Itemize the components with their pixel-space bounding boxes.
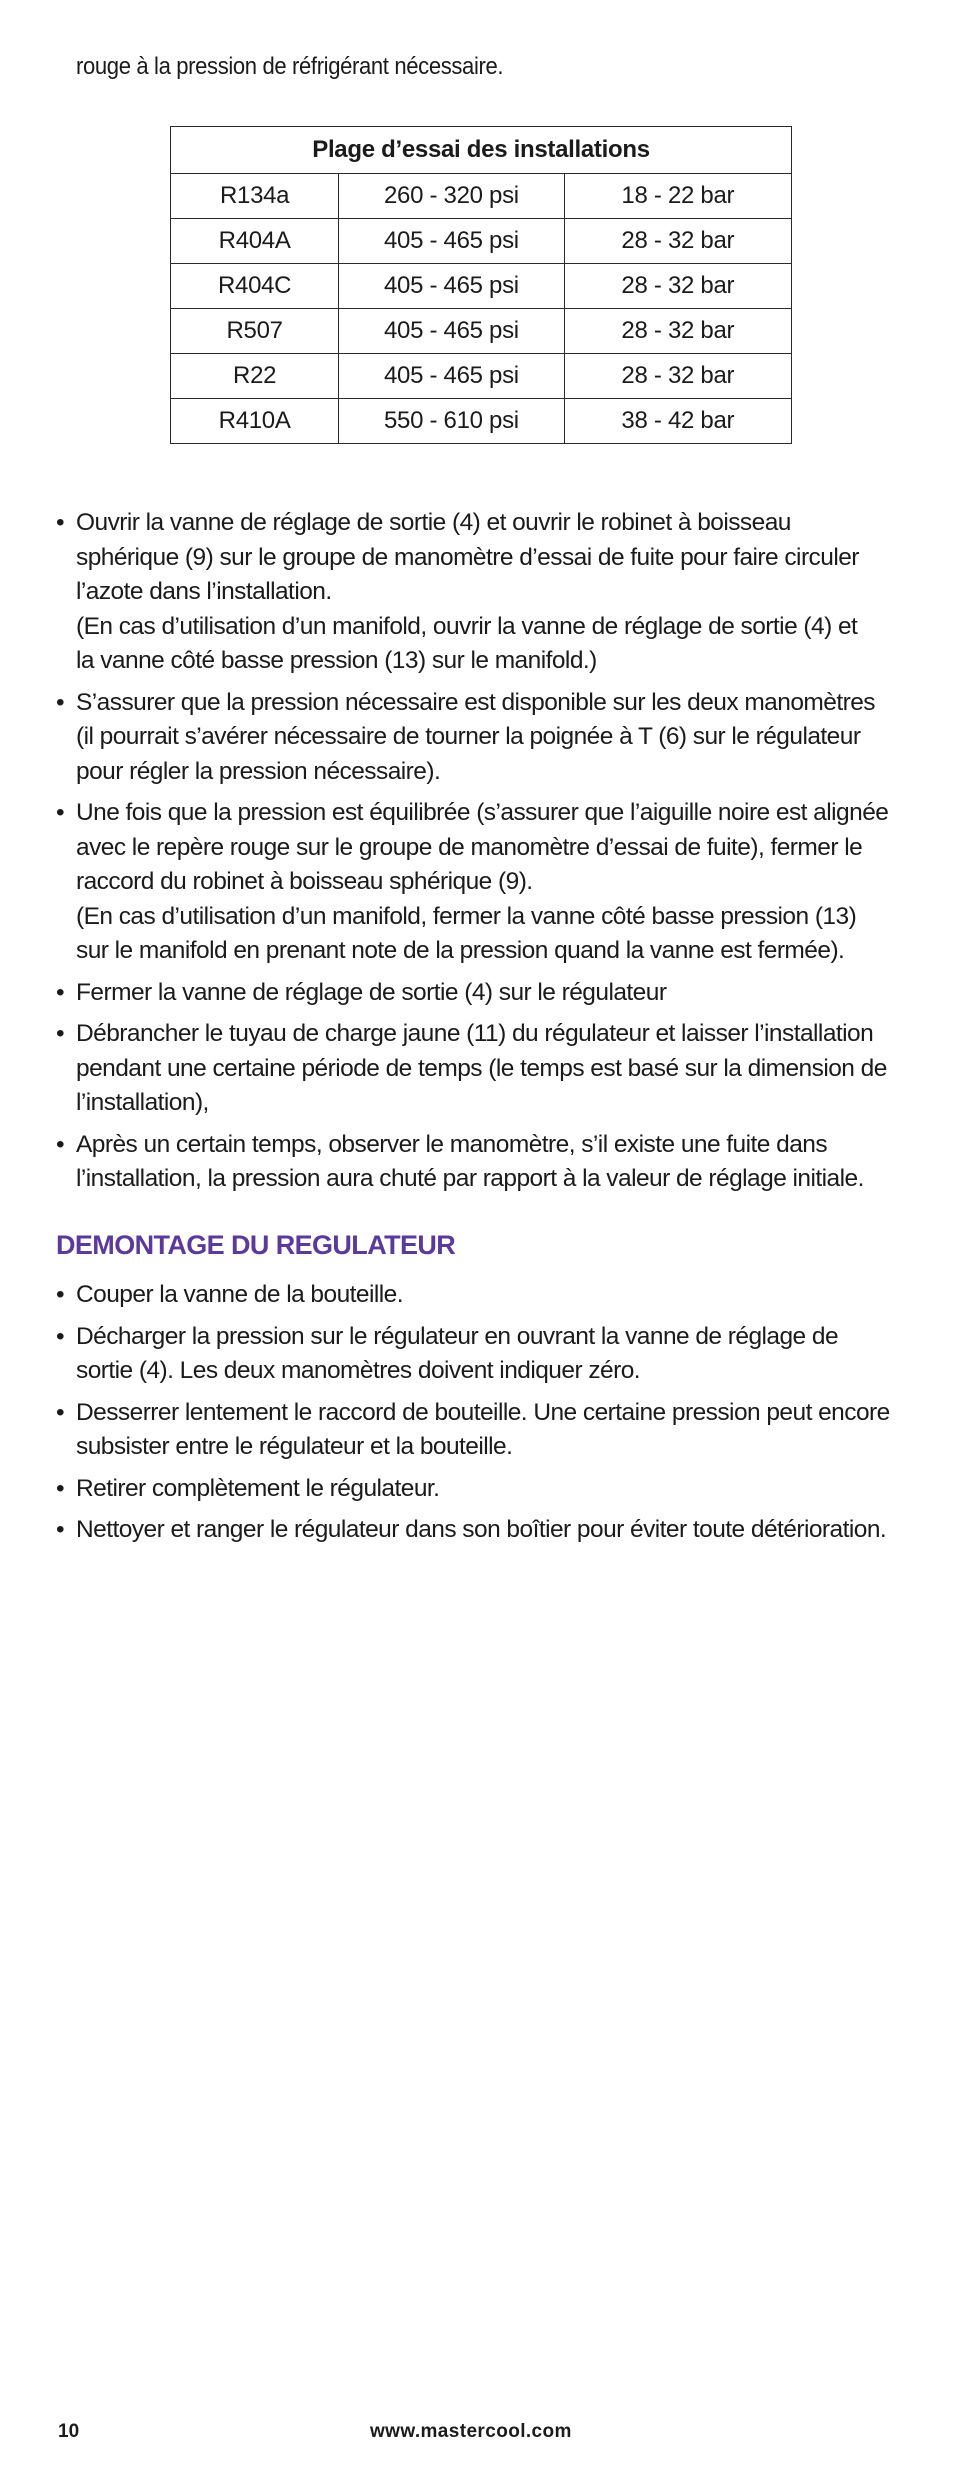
list-item-line: sphérique (9) sur le groupe de manomètre d’essai de fuite pour faire circuler	[76, 543, 859, 571]
list-item	[54, 976, 934, 1011]
refrigerant-cell: R507	[171, 309, 339, 354]
bar-range-cell: 28 - 32 bar	[564, 264, 791, 309]
table-row	[171, 219, 792, 264]
list-item	[54, 686, 934, 790]
refrigerant-cell: R134a	[171, 174, 339, 219]
bullet-icon: •	[56, 1322, 65, 1350]
list-item-line: Ouvrir la vanne de réglage de sortie (4) et ouvrir le robinet à boisseau	[76, 509, 791, 536]
bar-range-cell: 28 - 32 bar	[564, 219, 791, 264]
bullet-icon: •	[56, 1398, 65, 1426]
list-item-line: raccord du robinet à boisseau sphérique (9).	[76, 868, 533, 895]
list-item	[54, 1472, 934, 1507]
psi-range-cell: 260 - 320 psi	[339, 174, 564, 219]
website-url: www.mastercool.com	[370, 2421, 572, 2442]
bar-range-cell: 38 - 42 bar	[564, 399, 791, 444]
bullet-icon: •	[56, 1020, 65, 1047]
list-item-line: l’installation),	[76, 1089, 209, 1116]
psi-range-cell: 405 - 465 psi	[339, 264, 564, 309]
list-item-line: Nettoyer et ranger le régulateur dans son boîtier pour éviter toute détérioration.	[76, 1516, 887, 1543]
table-row	[171, 309, 792, 354]
table-row	[171, 399, 792, 444]
list-item-line: la vanne côté basse pression (13) sur le manifold.)	[76, 647, 597, 674]
bullet-icon: •	[56, 1130, 65, 1158]
list-item-line: S’assurer que la pression nécessaire est disponible sur les deux manomètres	[76, 688, 875, 716]
refrigerant-cell: R404C	[171, 264, 339, 309]
refrigerant-cell: R410A	[171, 399, 339, 444]
refrigerant-cell: R22	[171, 354, 339, 399]
psi-range-cell: 405 - 465 psi	[339, 354, 564, 399]
list-item-line: Fermer la vanne de réglage de sortie (4) sur le régulateur	[76, 978, 667, 1006]
list-item-line: pour régler la pression nécessaire).	[76, 757, 441, 785]
list-item	[54, 1017, 934, 1121]
table-title: Plage d’essai des installations	[171, 127, 792, 174]
psi-range-cell: 550 - 610 psi	[339, 399, 564, 444]
list-item-line: (il pourrait s’avérer nécessaire de tourner la poignée à T (6) sur le régulateur	[76, 723, 861, 750]
page-number: 10	[58, 2421, 80, 2442]
bullet-icon: •	[56, 1474, 65, 1502]
table-row	[171, 264, 792, 309]
list-item	[54, 1320, 934, 1389]
installation-test-range-table	[170, 126, 792, 444]
list-item	[54, 1513, 934, 1548]
bullet-icon: •	[56, 509, 65, 536]
intro-text: rouge à la pression de réfrigérant nécessaire.	[76, 53, 504, 80]
list-item-line: Après un certain temps, observer le manomètre, s’il existe une fuite dans	[76, 1130, 828, 1158]
bullet-icon: •	[56, 1516, 65, 1543]
bar-range-cell: 28 - 32 bar	[564, 309, 791, 354]
list-item	[54, 506, 934, 679]
list-item-line: pendant une certaine période de temps (le temps est basé sur la dimension de	[76, 1054, 887, 1082]
leak-test-steps	[54, 506, 934, 1204]
list-item-line: Décharger la pression sur le régulateur en ouvrant la vanne de réglage de	[76, 1322, 839, 1350]
list-item-line: Retirer complètement le régulateur.	[76, 1474, 440, 1502]
bullet-icon: •	[56, 1281, 65, 1308]
list-item-line: Une fois que la pression est équilibrée (s’assurer que l’aiguille noire est alignée	[76, 799, 889, 826]
psi-range-cell: 405 - 465 psi	[339, 309, 564, 354]
list-item-line: sortie (4). Les deux manomètres doivent indiquer zéro.	[76, 1357, 641, 1384]
list-item-line: avec le repère rouge sur le groupe de manomètre d’essai de fuite), fermer le	[76, 833, 863, 861]
bar-range-cell: 28 - 32 bar	[564, 354, 791, 399]
table-row	[171, 354, 792, 399]
table-row	[171, 174, 792, 219]
bullet-icon: •	[56, 799, 65, 826]
list-item-line: l’installation, la pression aura chuté par rapport à la valeur de réglage initiale.	[76, 1165, 864, 1192]
bar-range-cell: 18 - 22 bar	[564, 174, 791, 219]
list-item	[54, 1128, 934, 1197]
list-item	[54, 796, 934, 969]
list-item-line: (En cas d’utilisation d’un manifold, fermer la vanne côté basse pression (13)	[76, 902, 857, 930]
regulator-removal-steps	[54, 1278, 934, 1555]
list-item	[54, 1278, 934, 1313]
refrigerant-cell: R404A	[171, 219, 339, 264]
table-header-row	[171, 127, 792, 174]
list-item	[54, 1396, 934, 1465]
list-item-line: Débrancher le tuyau de charge jaune (11) du régulateur et laisser l’installation	[76, 1020, 874, 1047]
list-item-line: Couper la vanne de la bouteille.	[76, 1281, 404, 1308]
psi-range-cell: 405 - 465 psi	[339, 219, 564, 264]
list-item-line: l’azote dans l’installation.	[76, 578, 332, 605]
list-item-line: (En cas d’utilisation d’un manifold, ouvrir la vanne de réglage de sortie (4) et	[76, 612, 858, 640]
bullet-icon: •	[56, 978, 65, 1006]
list-item-line: Desserrer lentement le raccord de bouteille. Une certaine pression peut encore	[76, 1398, 890, 1426]
list-item-line: subsister entre le régulateur et la bouteille.	[76, 1433, 513, 1460]
bullet-icon: •	[56, 688, 65, 716]
list-item-line: sur le manifold en prenant note de la pression quand la vanne est fermée).	[76, 937, 845, 964]
section-title: DEMONTAGE DU REGULATEUR	[56, 1230, 456, 1260]
